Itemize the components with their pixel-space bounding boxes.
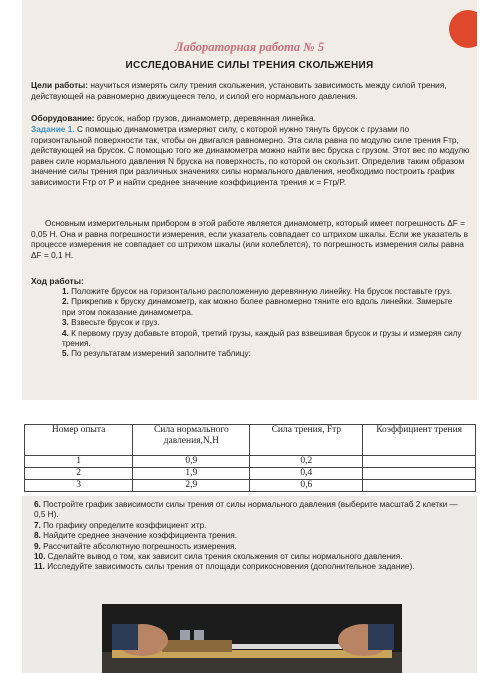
results-table <box>24 424 476 492</box>
step-item: 10. Сделайте вывод о том, как зависит сила трения скольжения от силы нормального давления. <box>34 552 403 562</box>
col-header: Сила нормального давления,N,Н <box>133 425 250 456</box>
table-cell: 0,9 <box>133 456 250 468</box>
goals-text: научиться измерять силу трения скольжения, установить зависимость между силой трения, действующей на равномерно движущееся тело, и силой его нормального давления. <box>31 80 447 101</box>
table-row <box>25 468 476 480</box>
table-cell: 0,4 <box>250 468 363 480</box>
textbook-page <box>22 0 477 400</box>
table-cell: 2,9 <box>133 480 250 492</box>
procedure-steps-continued <box>34 500 464 573</box>
procedure-steps <box>62 287 462 360</box>
table-cell[interactable] <box>363 468 476 480</box>
table-cell: 0,6 <box>250 480 363 492</box>
goals-label: Цели работы: <box>31 80 89 90</box>
col-header: Сила трения, Fтр <box>250 425 363 456</box>
equipment-paragraph <box>31 113 471 124</box>
step-item: 7. По графику определите коэффициент ϰтр. <box>34 520 207 530</box>
col-header: Коэффициент трения <box>363 425 476 456</box>
goals-paragraph <box>31 80 471 101</box>
experiment-photo <box>102 604 402 673</box>
step-item: 8. Найдите среднее значение коэффициента трения. <box>34 531 238 541</box>
table-cell: 1,9 <box>133 468 250 480</box>
task-paragraph <box>31 124 471 188</box>
step-item: 11. Исследуйте зависимость силы трения от площади соприкосновения (дополнительное задание). <box>34 562 415 572</box>
step-item: 3. Взвесьте брусок и груз. <box>62 318 160 328</box>
table-cell[interactable] <box>363 480 476 492</box>
step-item: 4. К первому грузу добавьте второй, третий грузы, каждый раз взвешивая брусок и грузы и измеряя силу трения. <box>62 328 462 349</box>
table-cell: 3 <box>25 480 133 492</box>
table-row <box>25 480 476 492</box>
equipment-text: брусок, набор грузов, динамометр, деревянная линейка. <box>94 113 316 123</box>
step-item: 1. Положите брусок на горизонтально расположенную деревянную линейку. На брусок поставьте груз. <box>62 287 453 296</box>
table-row <box>25 456 476 468</box>
task-label: Задание 1. <box>31 124 75 134</box>
step-item: 6. Постройте график зависимости силы трения от силы нормального давления (выберите масштаб 2 клетки — 0,5 Н). <box>34 500 458 520</box>
step-item: 9. Рассчитайте абсолютную погрешность измерения. <box>34 541 237 551</box>
step-item: 2. Прикрепив к бруску динамометр, как можно более равномерно тяните его вдоль линейки. Замерьте при этом показание динамометра. <box>62 297 453 317</box>
table-cell: 0,2 <box>250 456 363 468</box>
table-cell: 2 <box>25 468 133 480</box>
lab-title: Лабораторная работа № 5 <box>174 40 325 54</box>
equipment-label: Оборудование: <box>31 113 95 123</box>
col-header: Номер опыта <box>25 425 133 456</box>
instrument-paragraph: Основным измерительным прибором в этой работе является динамометр, который имеет погрешность ΔF = 0,05 Н. Она и равна погрешности измерения, если указатель совпадает со штрихом шкалы. Если же указатель в процессе измерения не совпадает со штрихом шкалы (или колеблется), то погрешность измерения силы равна ΔF = 0,1 Н. <box>31 218 469 260</box>
procedure-label: Ход работы: <box>31 276 84 286</box>
table-cell[interactable] <box>363 456 476 468</box>
step-item: 5. По результатам измерений заполните таблицу: <box>62 349 251 359</box>
table-header-row <box>25 425 476 456</box>
textbook-page-lower <box>22 496 477 673</box>
work-heading: ИССЛЕДОВАНИЕ СИЛЫ ТРЕНИЯ СКОЛЬЖЕНИЯ <box>125 60 374 71</box>
table-cell: 1 <box>25 456 133 468</box>
task-text: С помощью динамометра измеряют силу, с которой нужно тянуть брусок с грузами по горизонтальной поверхности так, чтобы он двигался равномерно. Эта сила равна по модулю силе трения Fтр, действующей на брусок. С помощью того же динамометра можно найти вес бруска с грузом. Этот вес по модулю равен силе нормального давления N бруска на поверхность, по которой он скользит. Определив таким образом значение силы трения при различных значениях силы нормального давления, необходимо построить график зависимости Fтр от P и найти среднее значение коэффициента трения ϰ = Fтр/P. <box>31 124 470 187</box>
